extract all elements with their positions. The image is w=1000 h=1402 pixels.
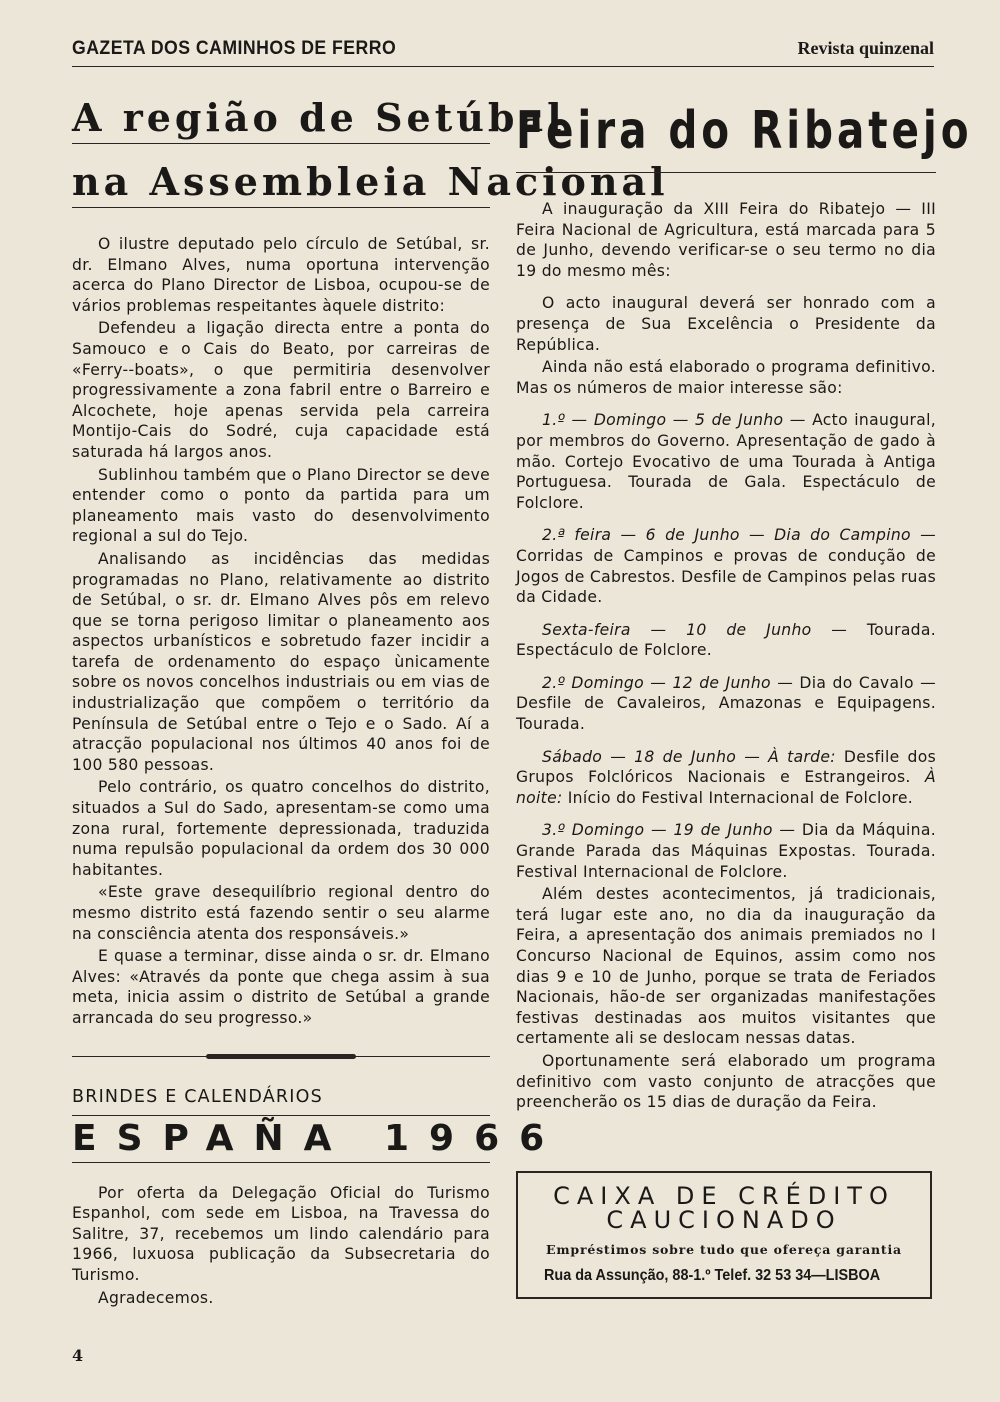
feira-title: Feira do Ribatejo [516, 101, 973, 161]
feira-title-box [516, 90, 973, 173]
programme-day: 1.º — Domingo — 5 de Junho — [542, 411, 806, 430]
paragraph: O ilustre deputado pelo círculo de Setúbal, sr. dr. Elmano Alves, numa oportuna intervenção acerca do Plano Director de Lisboa, ocupou-se de vários problemas respeitantes àquele distrito: [72, 235, 490, 315]
setubal-article-body [72, 234, 490, 1029]
paragraph: «Este grave desequilíbrio regional dentro do mesmo distrito está fazendo sentir o seu alarme na consciência atenta dos responsáveis.» [72, 883, 490, 943]
page-number: 4 [72, 1346, 84, 1365]
programme-day: 2.º Domingo — 12 de Junho — [542, 673, 794, 692]
paragraph: Agradecemos. [98, 1288, 214, 1307]
programme-text: Acto inaugural, por membros do Governo. Apresentação de gado à mão. Cortejo Evocativo de uma Tourada à Antiga Portuguesa. Tourada de Gala. Espectáculo de Folclore. [516, 411, 936, 512]
brindes-section-label: BRINDES E CALENDÁRIOS [72, 1086, 323, 1107]
paragraph: Sublinhou também que o Plano Director se deve entender como o ponto da partida para um planeamento mais vasto do desenvolvimento regional a sul do Tejo. [72, 465, 490, 546]
programme-day: 3.º Domingo — 19 de Junho — [542, 821, 796, 840]
caixa-credito-advert [516, 1171, 932, 1299]
running-head [72, 34, 934, 67]
programme-item [516, 820, 936, 882]
paragraph: Além destes acontecimentos, já tradicionais, terá lugar este ano, no dia da inauguração da Feira, a apresentação dos animais premiados no I Concurso Nacional de Equinos, assim como nos dias 9 e 10 de Junho, porque se trata de Feriados Nacionais, hão-de ser organizadas manifestações festivas destinadas aos muitos visitantes que certamente ali se deslocam nessas datas. [516, 885, 936, 1048]
feira-article-body [516, 199, 936, 1113]
paragraph: Pelo contrário, os quatro concelhos do distrito, situados a Sul do Sado, apresentam-se como uma zona rural, fortemente depressionada, traduzida numa repulsão populacional da ordem dos 30 000 habitantes. [72, 778, 490, 879]
programme-text: Corridas de Campinos e provas de condução de Jogos de Cabrestos. Desfile de Campinos pelas ruas da Cidade. [516, 546, 936, 607]
journal-subtitle: Revista quinzenal [797, 38, 934, 58]
setubal-title-text-1: A região de Setúbal [72, 95, 566, 140]
paragraph: E quase a terminar, disse ainda o sr. dr. Elmano Alves: «Através da ponte que chega assim à sua meta, inicia assim o distrito de Setúbal a grande arrancada do seu progresso.» [72, 947, 490, 1027]
section-divider [72, 1053, 490, 1061]
programme-day: Sábado — 18 de Junho — À tarde: [542, 747, 836, 766]
right-column [516, 90, 973, 1115]
programme-item [516, 410, 936, 513]
advert-address: Rua da Assunção, 88-1.º Telef. 32 53 34—LISBOA [544, 1267, 881, 1284]
paragraph: Defendeu a ligação directa entre a ponta do Samouco e o Cais do Beato, por carreiras de «Ferry--boats», o que permitiria desenvolver progressivamente a zona fabril entre o Barreiro e Alcochete, hoje apenas servida pela carreira Montijo-Cais do Sodré, cuja capacidade está saturada há largos anos. [72, 319, 490, 461]
programme-day-evening: À noite: [516, 768, 936, 807]
paragraph: Ainda não está elaborado o programa definitivo. Mas os números de maior interesse são: [516, 358, 936, 397]
programme-item [516, 620, 936, 661]
paragraph: Por oferta da Delegação Oficial do Turismo Espanhol, com sede em Lisboa, na Travessa do Salitre, 37, recebemos um lindo calendário para 1966, luxuosa publicação da Subsecretaria do Turismo. [72, 1183, 490, 1284]
advert-line-3: Empréstimos sobre tudo que ofereça garantia [546, 1242, 902, 1257]
paragraph: Analisando as incidências das medidas programadas no Plano, relativamente ao distrito de Setúbal, o sr. dr. Elmano Alves pôs em relevo que se torna perigoso limitar o planeamento aos aspectos urbanísticos e sobretudo fazer incidir a tarefa de ordenamento do espaço ùnicamente sobre os novos concelhos industriais ou em vias de industrialização que compõem o território da Península de Setúbal entre o Tejo e o Sado. Aí a atracção populacional nos últimos 40 anos foi de 100 580 pessoas. [72, 549, 490, 774]
journal-title: GAZETA DOS CAMINHOS DE FERRO [72, 38, 397, 59]
programme-text: Desfile dos Grupos Folclóricos Nacionais e Estrangeiros. [516, 747, 936, 787]
advert-line-2: CAUCIONADO [606, 1206, 842, 1234]
paragraph: O acto inaugural deverá ser honrado com a presença de Sua Excelência o Presidente da República. [516, 294, 936, 354]
programme-item [516, 747, 936, 809]
programme-item [516, 673, 936, 735]
setubal-title-text-2: na Assembleia Nacional [72, 159, 669, 204]
setubal-title-line-1 [72, 90, 566, 144]
programme-text-evening: Início do Festival Internacional de Folclore. [562, 788, 913, 807]
programme-item [516, 525, 936, 607]
advert-line-1: CAIXA DE CRÉDITO [553, 1182, 895, 1210]
espana-title-box [72, 1115, 565, 1163]
programme-day: Sexta-feira — 10 de Junho — [542, 620, 848, 639]
espana-title: ESPAÑA 1966 [72, 1117, 565, 1159]
programme-text: Tourada. Espectáculo de Folclore. [516, 620, 936, 660]
paragraph: A inauguração da XIII Feira do Ribatejo — III Feira Nacional de Agricultura, está marcada para 5 de Junho, devendo verificar-se o seu termo no dia 19 do mesmo mês: [516, 200, 936, 280]
paragraph: Oportunamente será elaborado um programa definitivo com vasto conjunto de atracções que preencherão os 15 dias de duração da Feira. [516, 1051, 936, 1112]
programme-text: Dia do Cavalo — Desfile de Cavaleiros, Amazonas e Equipagens. Tourada. [516, 673, 936, 734]
programme-day: 2.ª feira — 6 de Junho — Dia do Campino — [542, 526, 936, 545]
programme-text: Dia da Máquina. Grande Parada das Máquinas Expostas. Tourada. Festival Internacional de Folclore. [516, 821, 936, 881]
setubal-title-line-2 [72, 154, 669, 208]
